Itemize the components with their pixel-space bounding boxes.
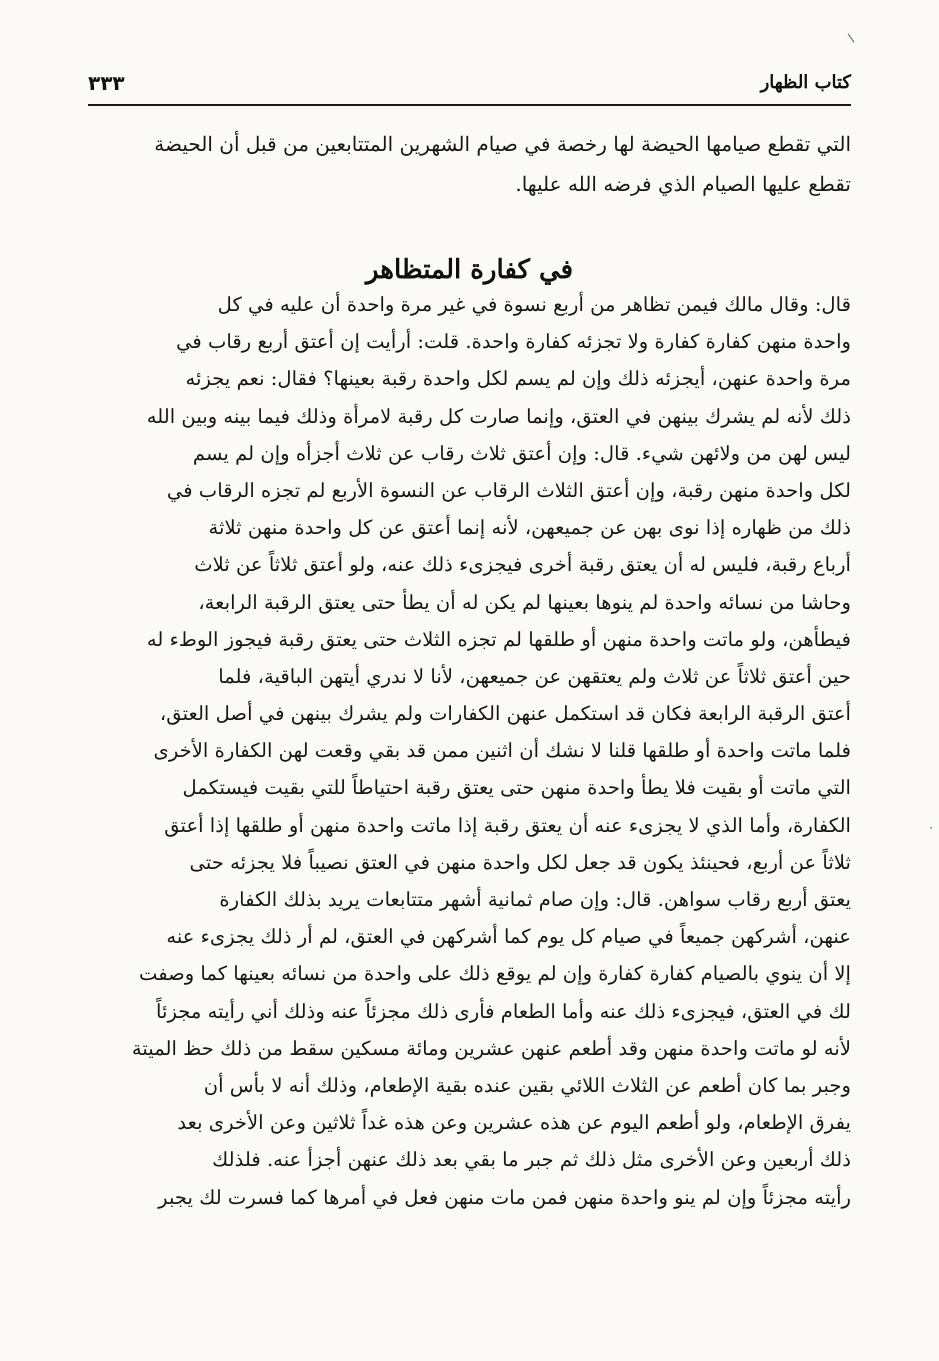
text-line: رأيته مجزئاً وإن لم ينو واحدة منهن فمن مات منهن فعل في أمرها كما فسرت لك يجبر (158, 1185, 851, 1209)
text-line: يعتق أربع رقاب سواهن. قال: وإن صام ثمانية أشهر متتابعات يريد بذلك الكفارة (219, 888, 851, 911)
page-header (88, 66, 851, 100)
text-line: أعتق الرقبة الرابعة فكان قد استكمل عنهن الكفارات ولم يشرك بينهن في أصل العتق، (159, 702, 851, 726)
text-line: ذلك أربعين وعن الأخرى مثل ذلك ثم جبر ما بقي بعد ذلك عنهن أجزأ عنه. فلذلك (212, 1148, 851, 1172)
text-line: مرة واحدة عنهن، أيجزئه ذلك وإن لم يسم لكل واحدة رقبة بعينها؟ فقال: نعم يجزئه (185, 367, 851, 391)
text-line: قال: وقال مالك فيمن تظاهر من أربع نسوة في غير مرة واحدة أن عليه في كل (217, 293, 851, 316)
text-line: يفرق الإطعام، ولو أطعم اليوم عن هذه عشرين وعن هذه غداً ثلاثين وعن الأخرى بعد (177, 1111, 851, 1135)
text-line: واحدة منهن كفارة كفارة ولا تجزئه كفارة واحدة. قلت: أرأيت إن أعتق أربع رقاب في (176, 330, 851, 354)
text-line: ذلك من ظهاره إذا نوى بهن عن جميعهن، لأنه إنما أعتق عن كل واحدة منهن ثلاثة (208, 516, 851, 540)
text-line: ذلك لأنه لم يشرك بينهن في العتق، وإنما صارت كل رقبة لامرأة وذلك فيما بينه وبين الله (146, 404, 851, 428)
running-title: كتاب الظهار (760, 72, 851, 93)
text-line: أرباع رقبة، فليس له أن يعتق رقبة أخرى فيجزىء ذلك عنه، ولو أعتق ثلاثاً عن ثلاث (194, 553, 851, 577)
text-line: فلما ماتت واحدة أو طلقها قلنا لا نشك أن اثنين ممن قد بقي وقعت لهن الكفارة الأخرى (153, 739, 851, 763)
scan-mark: \ (846, 30, 856, 46)
text-line: إلا أن ينوي بالصيام كفارة كفارة وإن لم يوقع ذلك على واحدة من نسائه بعينها كما وصفت (138, 962, 851, 986)
body-text (92, 286, 851, 1216)
text-line: ليس لهن من ولائهن شيء. قال: وإن أعتق ثلاث رقاب عن ثلاث أجزأه وإن لم يسم (192, 441, 851, 465)
text-line: وحاشا من نسائه واحدة لم ينوها بعينها لم يكن له أن يطأ حتى يعتق الرقبة الرابعة، (198, 590, 851, 614)
section-title: في كفارة المتظاهر (365, 254, 574, 285)
header-rule (88, 104, 851, 106)
page-number: ٣٣٣ (88, 71, 125, 95)
intro-paragraph (92, 124, 851, 204)
scan-dot: · (929, 821, 933, 835)
text-line: التي ماتت أو بقيت فلا يطأ واحدة منهن حتى يعتق رقبة احتياطاً للتي بقيت فيستكمل (182, 776, 851, 800)
text-line: الكفارة، وأما الذي لا يجزىء عنه أن يعتق رقبة إذا ماتت واحدة منهن أو طلقها إذا أعتق (164, 813, 851, 837)
text-line: ثلاثاً عن أربع، فحينئذ يكون قد جعل لكل واحدة منهن في العتق نصيباً فلا يجزئه حتى (189, 850, 851, 874)
text-line: لأنه لو ماتت واحدة منهن وقد أطعم عنهن عشرين ومائة مسكين سقط من ذلك حظ الميتة (131, 1036, 851, 1060)
text-line: لكل واحدة منهن رقبة، وإن أعتق الثلاث الرقاب عن النسوة الأربع لم تجزه الرقاب في (166, 478, 851, 502)
text-line: التي تقطع صيامها الحيضة لها رخصة في صيام الشهرين المتتابعين من قبل أن الحيضة (154, 132, 851, 156)
text-line: عنهن، أشركهن جميعاً في صيام كل يوم كما أشركهن في العتق، لم أر ذلك يجزىء عنه (166, 925, 851, 949)
text-line: فيطأهن، ولو ماتت واحدة منهن أو طلقها لم تجزه الثلاث حتى يعتق رقبة فيجوز الوطء له (146, 627, 851, 651)
text-line: وجبر بما كان أطعم عن الثلاث اللائي بقين عنده بقية الإطعام، وذلك أنه لا بأس أن (203, 1073, 851, 1097)
text-line: لك في العتق، فيجزىء ذلك عنه وأما الطعام فأرى ذلك مجزئاً عنه وذلك أني رأيته مجزئاً (156, 999, 851, 1023)
text-line: حين أعتق ثلاثاً عن ثلاث ولم يعتقهن عن جميعهن، لأنا لا ندري أيتهن الباقية، فلما (218, 664, 851, 688)
text-line: تقطع عليها الصيام الذي فرضه الله عليها. (515, 172, 851, 196)
